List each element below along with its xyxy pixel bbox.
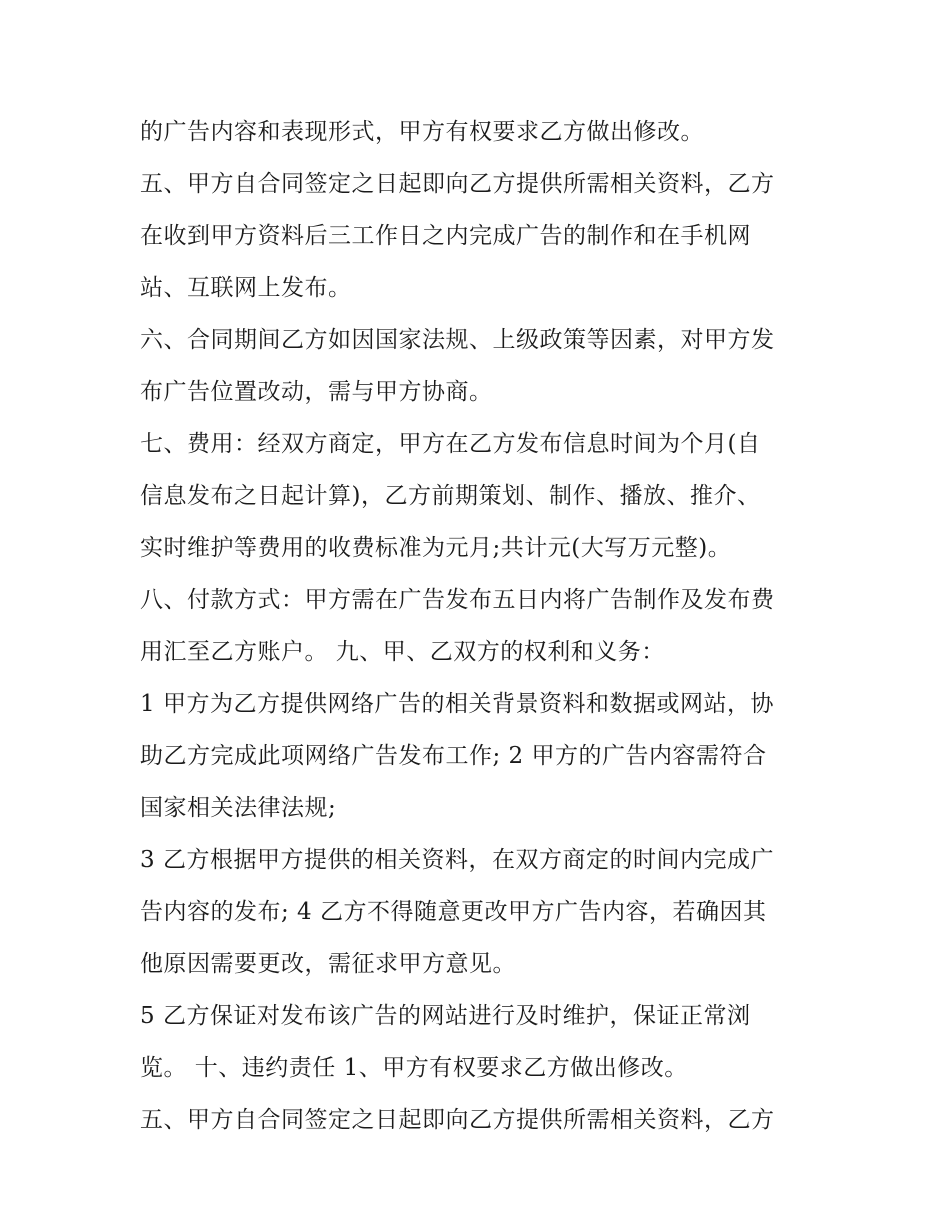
text-line: 布广告位置改动，需与甲方协商。 <box>140 379 493 405</box>
text-line: 国家相关法律法规; <box>140 795 337 821</box>
text-line: 的广告内容和表现形式，甲方有权要求乙方做出修改。 <box>140 119 704 145</box>
text-line: 五、甲方自合同签定之日起即向乙方提供所需相关资料，乙方 <box>140 1107 775 1133</box>
text-line: 1 甲方为乙方提供网络广告的相关背景资料和数据或网站，协 <box>140 691 774 717</box>
contract-body-text <box>140 106 830 1146</box>
text-line: 八、付款方式：甲方需在广告发布五日内将广告制作及发布费 <box>140 587 775 613</box>
text-line: 览。 十、违约责任 1、甲方有权要求乙方做出修改。 <box>140 1055 688 1081</box>
text-line: 5 乙方保证对发布该广告的网站进行及时维护，保证正常浏 <box>140 1003 751 1029</box>
text-line: 信息发布之日起计算)，乙方前期策划、制作、播放、推介、 <box>140 483 761 509</box>
text-line: 六、合同期间乙方如因国家法规、上级政策等因素，对甲方发 <box>140 327 775 353</box>
text-line: 七、费用：经双方商定，甲方在乙方发布信息时间为个月(自 <box>140 431 761 457</box>
text-line: 站、互联网上发布。 <box>140 275 352 301</box>
text-line: 五、甲方自合同签定之日起即向乙方提供所需相关资料，乙方 <box>140 171 775 197</box>
text-line: 在收到甲方资料后三工作日之内完成广告的制作和在手机网 <box>140 223 751 249</box>
text-line: 他原因需要更改，需征求甲方意见。 <box>140 951 516 977</box>
text-line: 告内容的发布; 4 乙方不得随意更改甲方广告内容，若确因其 <box>140 899 767 925</box>
text-line: 用汇至乙方账户。 九、甲、乙双方的权利和义务： <box>140 639 665 665</box>
text-line: 实时维护等费用的收费标准为元月;共计元(大写万元整)。 <box>140 535 732 561</box>
text-line: 助乙方完成此项网络广告发布工作; 2 甲方的广告内容需符合 <box>140 743 767 769</box>
text-line: 3 乙方根据甲方提供的相关资料，在双方商定的时间内完成广 <box>140 847 774 873</box>
